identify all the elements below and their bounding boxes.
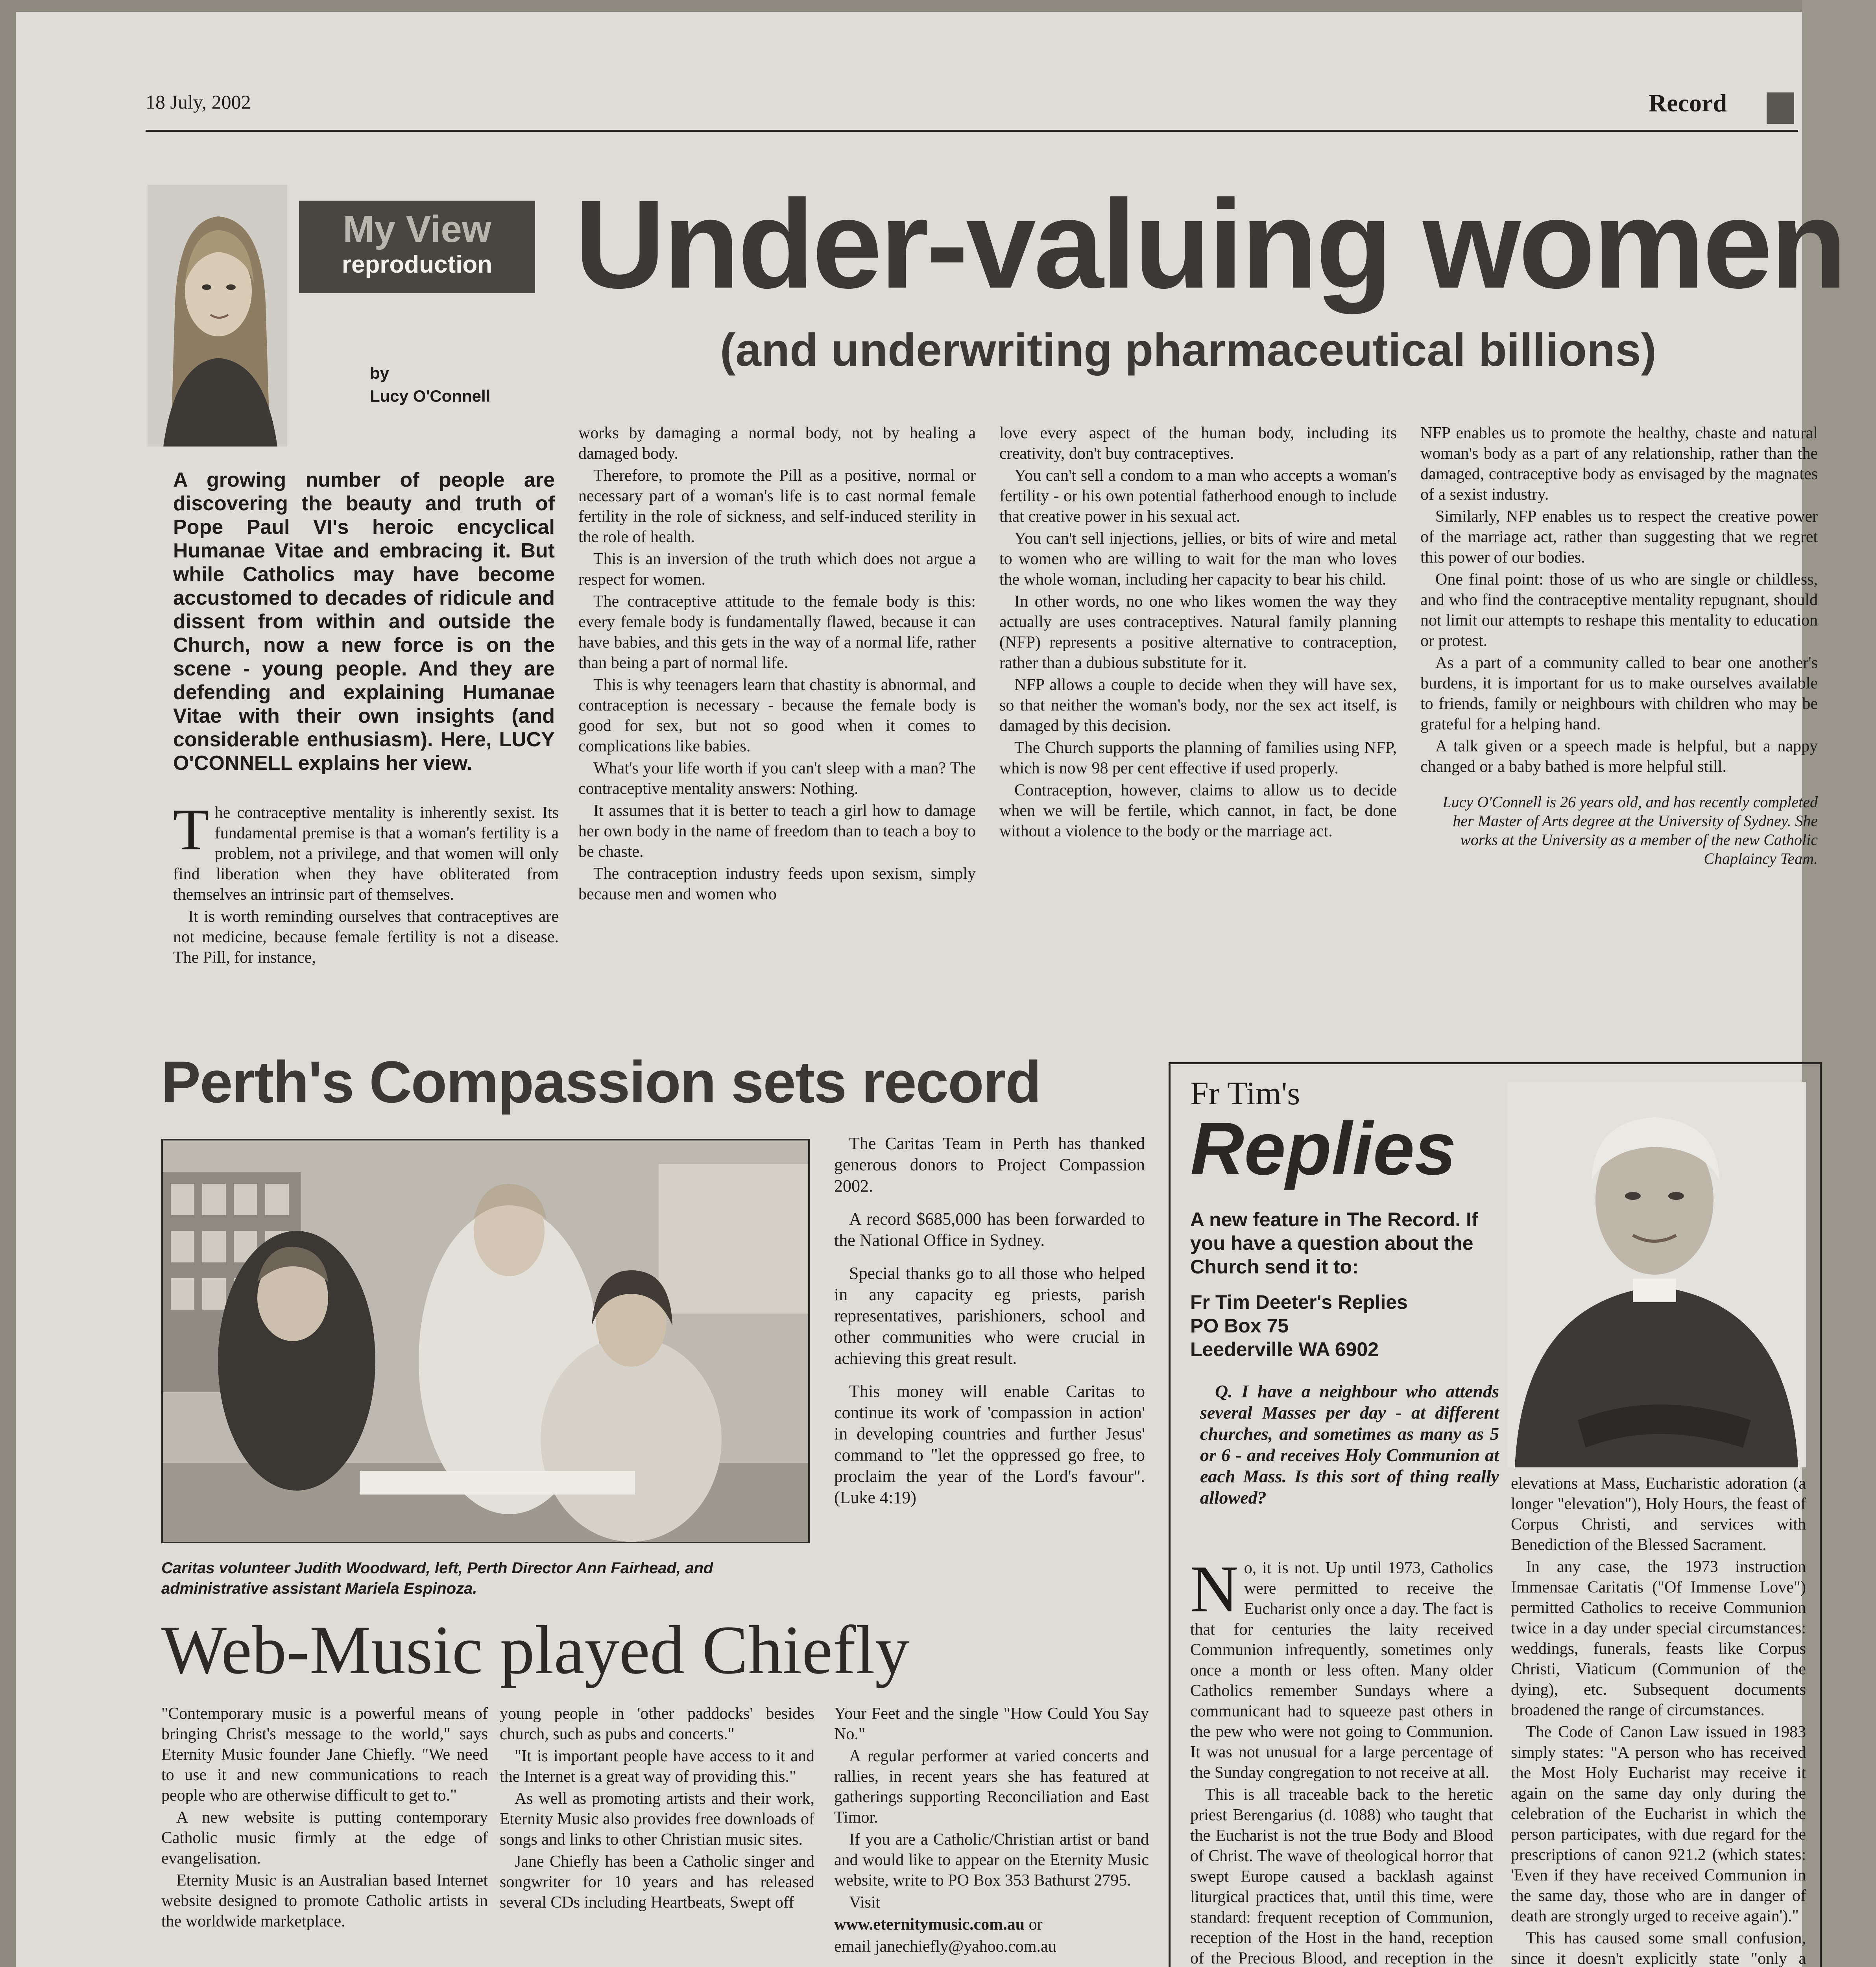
paragraph: You can't sell a condom to a man who accepts a woman's fertility - or his own potential fatherhood enough to include that creative power in his sexual act. — [999, 467, 1397, 526]
article-col-2 — [578, 423, 976, 906]
reader-question: Q. I have a neighbour who attends several Masses per day - at different churches, and sometimes as many as 5 or 6 - and receives Holy Communion at each Mass. Is this sort of thing really allowed? — [1200, 1381, 1499, 1508]
paragraph: It assumes that it is better to teach a girl how to damage her own body in the name of freedom than to teach a boy to be chaste. — [578, 802, 976, 861]
drop-cap-t: T — [173, 797, 209, 862]
paragraph: The Church supports the planning of families using NFP, which is now 98 per cent effective if used properly. — [999, 739, 1397, 777]
paragraph: works by damaging a normal body, not by healing a damaged body. — [578, 424, 976, 463]
paragraph: If you are a Catholic/Christian artist or band and would like to appear on the Eternity Music website, write to PO Box 353 Bathurst 2795. — [834, 1830, 1149, 1890]
paragraph: Eternity Music is an Australian based Internet website designed to promote Catholic artists in the worldwide marketplace. — [161, 1871, 488, 1930]
paragraph: The contraceptive attitude to the female body is this: every female body is fundamentally flawed, because it can have babies, and this gets in the way of a normal life, rather than being a part of normal life. — [578, 592, 976, 672]
fr-tim-answer-col-1 — [1190, 1552, 1493, 1967]
paragraph: This money will enable Caritas to continue its work of 'compassion in action' in developing countries and further Jesus' command to "let the oppressed go free, to proclaim the year of the Lord's favour". (Luke 4:19) — [834, 1382, 1145, 1507]
paragraph: In any case, the 1973 instruction Immensae Caritatis ("Of Immense Love") permitted Catholics to receive Communion twice in a day under special circumstances: weddings, funerals, feasts like Corpus Christi, Viaticum (Communion of the dying), etc. Subsequent documents broadened the range of circumstances. — [1511, 1558, 1806, 1719]
paragraph: NFP enables us to promote the healthy, chaste and natural woman's body as a part of any relationship, rather than the damaged, contraceptive body as envisaged by the magnates of a sexist industry. — [1420, 424, 1818, 504]
paragraph: o, it is not. Up until 1973, Catholics were permitted to receive the Eucharist only once a day. The fact is that for centuries the laity received Communion infrequently, sometimes only once a month or less often. Many older Catholics remember Sundays where a communicant had to squeeze past others in the pew who were not going to Communion. It was not unusual for a large percentage of the Sunday congregation to not receive at all. — [1190, 1559, 1493, 1782]
article-col-3 — [999, 423, 1397, 843]
paragraph: A new website is putting contemporary Catholic music firmly at the edge of evangelisation. — [161, 1808, 488, 1867]
drop-cap-n: N — [1190, 1552, 1239, 1626]
headline-compassion: Perth's Compassion sets record — [161, 1049, 1041, 1115]
headline-web-music: Web-Music played Chiefly — [161, 1612, 910, 1688]
byline — [370, 362, 490, 408]
paragraph: The Caritas Team in Perth has thanked generous donors to Project Compassion 2002. — [834, 1134, 1145, 1196]
paragraph: elevations at Mass, Eucharistic adoration (a longer "elevation"), Holy Hours, the feast of Corpus Christi, and services with Benediction of the Blessed Sacrament. — [1511, 1474, 1806, 1554]
paragraph: The contraception industry feeds upon sexism, simply because men and women who — [578, 865, 976, 903]
paragraph: This is an inversion of the truth which does not argue a respect for women. — [578, 550, 976, 589]
paragraph: Contraception, however, claims to allow us to decide when we will be fertile, which cannot, in fact, be done without a violence to the body or the marriage act. — [999, 781, 1397, 840]
address-line-3: Leederville WA 6902 — [1190, 1338, 1379, 1360]
email-line[interactable]: email janechiefly@yahoo.com.au — [834, 1937, 1056, 1956]
contact-line — [834, 1914, 1149, 1935]
webmusic-col-2 — [500, 1703, 814, 1914]
paragraph: What's your life worth if you can't sleep with a man? The contraceptive mentality answers: Nothing. — [578, 759, 976, 798]
paragraph: young people in 'other paddocks' besides church, such as pubs and concerts." — [500, 1705, 814, 1743]
issue-date: 18 July, 2002 — [146, 91, 251, 113]
paragraph: A regular performer at varied concerts and rallies, in recent years she has featured at gatherings supporting Reconciliation and East Timor. — [834, 1747, 1149, 1827]
paragraph: Therefore, to promote the Pill as a positive, normal or necessary part of a woman's life is to cast normal female fertility in the role of sickness, and self-induced sterility in the role of health. — [578, 467, 976, 546]
compassion-text — [834, 1133, 1145, 1510]
my-view-label: My View — [343, 208, 491, 250]
paragraph: Jane Chiefly has been a Catholic singer and songwriter for 10 years and has released several CDs including Heartbeats, Swept off — [500, 1853, 814, 1912]
or-text: or — [1028, 1915, 1043, 1934]
article-col-1 — [173, 797, 559, 969]
newspaper-page — [16, 12, 1845, 1967]
standfirst: A growing number of people are discovering the beauty and truth of Pope Paul VI's heroic encyclical Humanae Vitae and embracing it. But while Catholics may have become accustomed to decades of ridicule and dissent from within and outside the Church, now a new force is on the scene - young people. And they are defending and explaining Humanae Vitae with their own insights (and considerable enthusiasm). Here, LUCY O'CONNELL explains her view. — [173, 469, 555, 775]
address-line-1: Fr Tim Deeter's Replies — [1190, 1291, 1408, 1313]
paragraph: Your Feet and the single "How Could You Say No." — [834, 1705, 1149, 1743]
paragraph: A record $685,000 has been forwarded to the National Office in Sydney. — [834, 1209, 1145, 1250]
paragraph: Special thanks go to all those who helped in any capacity eg priests, parish representatives, parishioners, school and other communities who were crucial in achieving this great result. — [834, 1264, 1145, 1368]
article-col-4 — [1420, 423, 1818, 870]
paragraph: It is worth reminding ourselves that contraceptives are not medicine, because female fertility is not a disease. The Pill, for instance, — [173, 908, 559, 967]
my-view-badge — [299, 201, 535, 293]
webmusic-col-1 — [161, 1703, 488, 1933]
byline-by: by — [370, 364, 390, 382]
paragraph: "It is important people have access to it and the Internet is a great way of providing this." — [500, 1747, 814, 1786]
photo-caption: Caritas volunteer Judith Woodward, left, Perth Director Ann Fairhead, and administrative assistant Mariela Espinoza. — [161, 1559, 713, 1597]
fr-tim-answer-col-2 — [1511, 1473, 1806, 1967]
paragraph: he contraceptive mentality is inherently sexist. Its fundamental premise is that a woman's fertility is a problem, not a privilege, and that women will only find liberation when they have obliterated from themselves an intrinsic part of themselves. — [173, 804, 559, 904]
visit-label: Visit — [849, 1893, 881, 1912]
fr-tim-photo — [1507, 1082, 1806, 1467]
fr-tim-address — [1190, 1290, 1408, 1361]
masthead-logo — [1649, 89, 1727, 118]
masthead-label: Record — [1649, 89, 1727, 117]
paragraph: "Contemporary music is a powerful means of bringing Christ's message to the world," says Eternity Music founder Jane Chiefly. "We need to use it and new communications to reach people who are otherwise difficult to get to." — [161, 1705, 488, 1805]
caritas-team-photo — [161, 1139, 810, 1543]
byline-name: Lucy O'Connell — [370, 387, 491, 405]
paragraph: Similarly, NFP enables us to respect the creative power of the marriage act, rather than suggesting that we regret this power of our bodies. — [1420, 507, 1818, 566]
fr-tim-kicker: Fr Tim's — [1190, 1075, 1300, 1112]
paragraph: love every aspect of the human body, including its creativity, don't buy contraceptives. — [999, 424, 1397, 463]
webmusic-col-3 — [834, 1703, 1149, 1958]
paragraph: You can't sell injections, jellies, or bits of wire and metal to women who are willing to wait for the man who loves the whole woman, including her capacity to bear his child. — [999, 530, 1397, 589]
subhead-pharmaceutical: (and underwriting pharmaceutical billions) — [720, 324, 1656, 376]
paragraph: In other words, no one who likes women the way they actually are uses contraceptives. Natural family planning (NFP) represents a positive alternative to contraception, rather than a dubious substitute for it. — [999, 592, 1397, 672]
paragraph: A talk given or a speech made is helpful, but a nappy changed or a baby bathed is more helpful still. — [1420, 737, 1818, 776]
paragraph: The Code of Canon Law issued in 1983 simply states: "A person who has received the Most Holy Eucharist may receive it again on the same day only during the celebration of the Eucharist in which the person participates, with due regard for the prescriptions of canon 921.2 (which states: 'Even if they have received Communion in the same day, those who are in danger of death are strongly urged to receive again')." — [1511, 1723, 1806, 1925]
paragraph: As well as promoting artists and their work, Eternity Music also provides free downloads of songs and links to other Christian music sites. — [500, 1790, 814, 1849]
address-line-2: PO Box 75 — [1190, 1315, 1289, 1337]
header-rule — [146, 130, 1798, 132]
author-photo — [148, 185, 287, 447]
paragraph: This is all traceable back to the heretic priest Berengarius (d. 1088) who taught that the Eucharist is not the true Body and Blood of Christ. The wave of theological horror that swept Europe caused a backlash against liturgical practices that, until this time, were standard: frequent reception of Communion, reception of the Host in the hand, reception of the Precious Blood, and reception in the — [1190, 1786, 1493, 1967]
paragraph: As a part of a community called to bear one another's burdens, it is important for us to make ourselves available to friends, family or neighbours with children who may be grateful for a helping hand. — [1420, 654, 1818, 733]
fr-tim-title: Replies — [1190, 1107, 1456, 1190]
fr-tim-intro: A new feature in The Record. If you have a question about the Church send it to: — [1190, 1209, 1478, 1278]
paragraph: This has caused some small confusion, since it doesn't explicitly state "only a — [1511, 1929, 1806, 1967]
paragraph: This is why teenagers learn that chastity is abnormal, and contraception is necessary - because the female body is good for sex, but not so good when it comes to complications like babies. — [578, 676, 976, 755]
masthead-block — [1767, 92, 1794, 124]
website-url[interactable]: www.eternitymusic.com.au — [834, 1915, 1025, 1934]
reproduction-label: reproduction — [342, 251, 493, 278]
headline-undervaluing: Under-valuing women — [574, 173, 1845, 314]
author-bio: Lucy O'Connell is 26 years old, and has recently completed her Master of Arts degree at the University of Sydney. She works at the University as a member of the new Catholic Chaplaincy Team. — [1442, 793, 1818, 867]
paragraph: One final point: those of us who are single or childless, and who find the contraceptive mentality repugnant, should not limit our attempts to reshape this mentality to education or protest. — [1420, 570, 1818, 650]
paragraph: NFP allows a couple to decide when they will have sex, so that neither the woman's body, nor the sex act itself, is damaged by this decision. — [999, 676, 1397, 735]
